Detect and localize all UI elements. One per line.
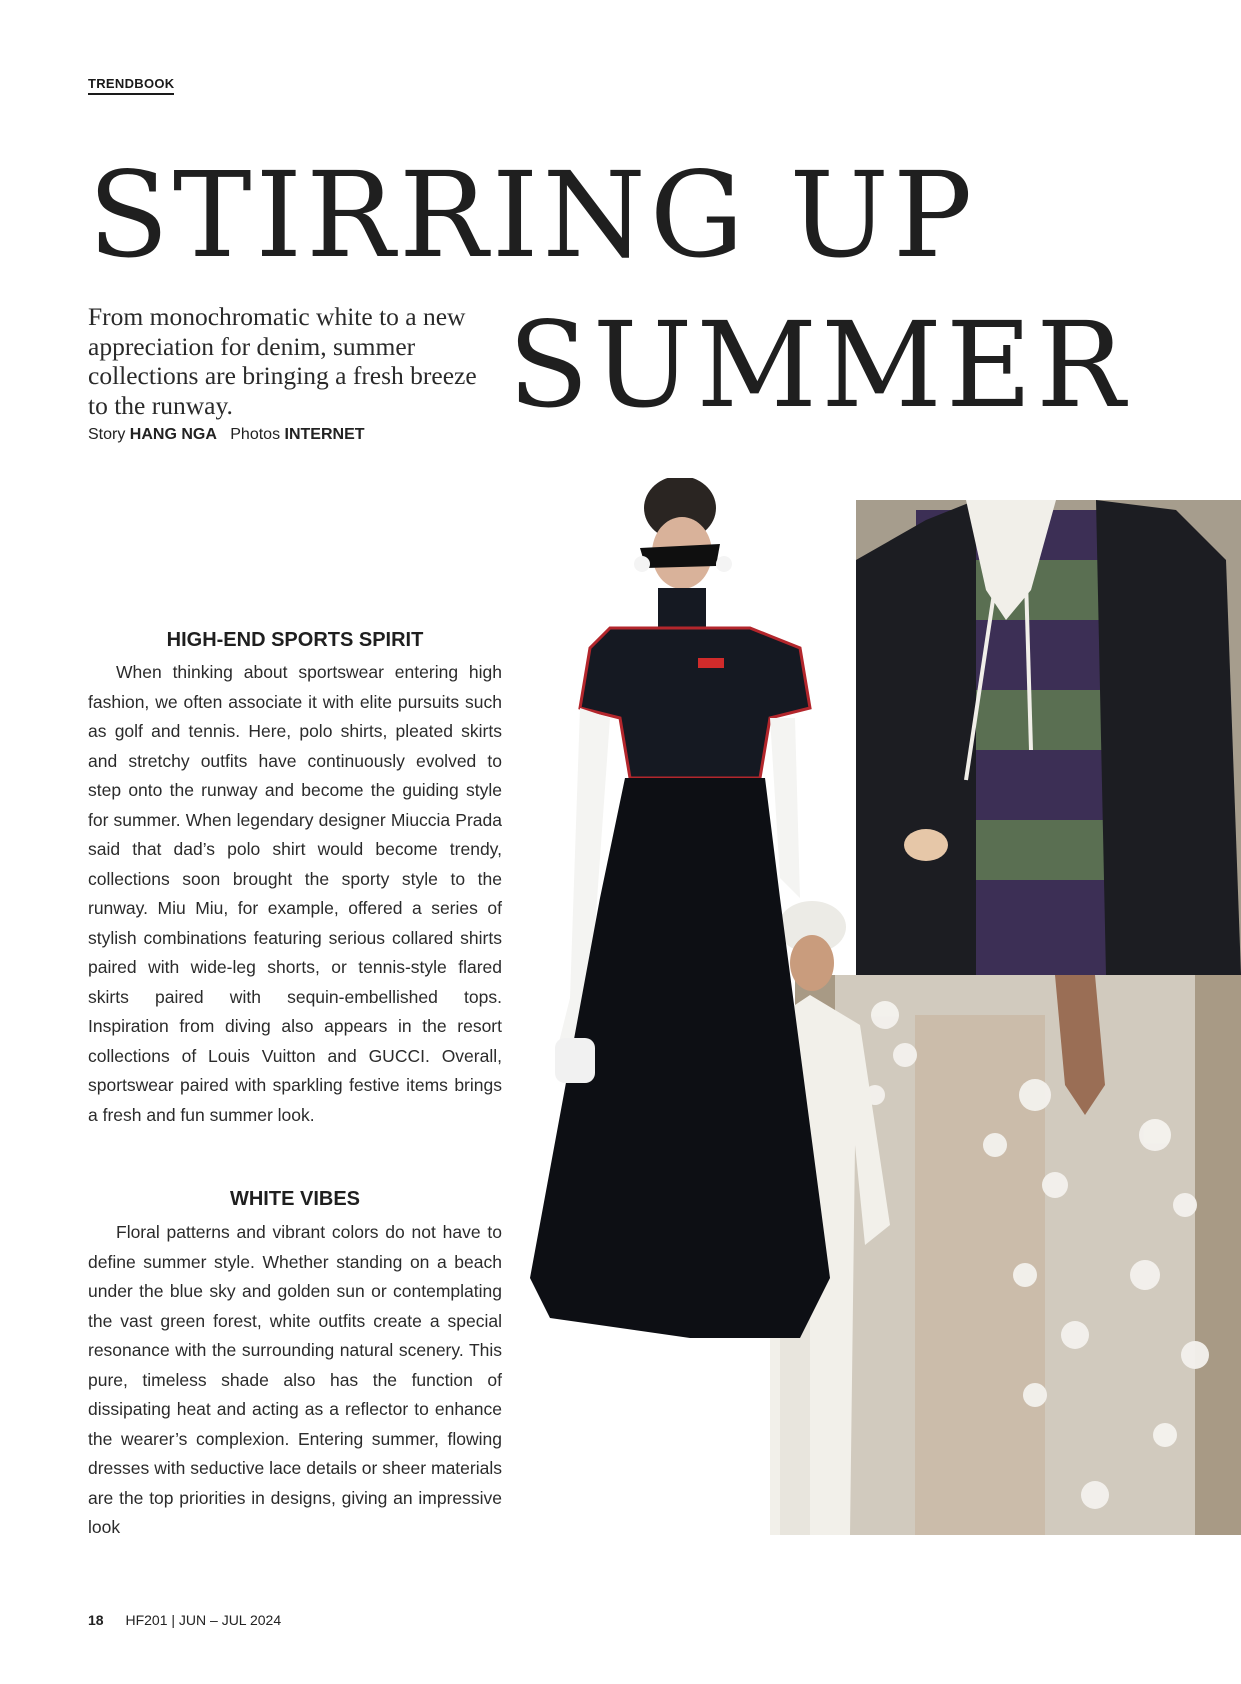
issue-info: HF201 | JUN – JUL 2024 (125, 1612, 282, 1628)
paragraph: Floral patterns and vibrant colors do not have to define summer style. Whether standing on a beach under the blue sky and golden sun or contemplating the vast green forest, white outfits create a special resonance with the surrounding natural scenery. This pure, timeless shade also has the function of dissipating heat and acting as a reflector to enhance the wearer’s complexion. Entering summer, flowing dresses with seductive lace details or sheer materials are the top priorities in designs, giving an impressive look (88, 1222, 502, 1537)
footer (88, 1612, 281, 1628)
photos-label: Photos (230, 426, 281, 443)
section-body-sports (88, 658, 502, 1130)
photo-black-sports-model (530, 478, 830, 1348)
photos-credit: INTERNET (284, 426, 365, 443)
story-author: HANG NGA (129, 426, 217, 443)
section-body-white (88, 1218, 502, 1543)
story-label: Story (88, 426, 126, 443)
headline-line-1: STIRRING UP (88, 146, 977, 284)
paragraph: When thinking about sportswear entering high fashion, we often associate it with elite pursuits such as golf and tennis. Here, polo shirts, pleated skirts and stretchy outfits have continuously evolved to step onto the runway and become the guiding style for summer. When legendary designer Miuccia Prada said that dad’s polo shirt would become trendy, collections soon brought the sporty style to the runway. Miu Miu, for example, offered a series of stylish combinations featuring serious collared shirts paired with wide-leg shorts, or tennis-style flared skirts paired with sequin-embellished tops. Inspiration from diving also appears in the resort collections of Louis Vuitton and GUCCI. Overall, sportswear paired with sparkling festive items brings a fresh and fun summer look. (88, 662, 502, 1125)
page-number: 18 (88, 1612, 104, 1628)
deck-text: From monochromatic white to a new appreciation for denim, summer collections are bringing a fresh breeze to the runway. (88, 302, 477, 420)
section-heading-sports: HIGH-END SPORTS SPIRIT (166, 629, 424, 651)
section-heading-white: WHITE VIBES (229, 1188, 360, 1210)
section-tag: TRENDBOOK (88, 76, 174, 95)
byline (88, 426, 365, 444)
headline-line-2: SUMMER (508, 296, 1129, 434)
